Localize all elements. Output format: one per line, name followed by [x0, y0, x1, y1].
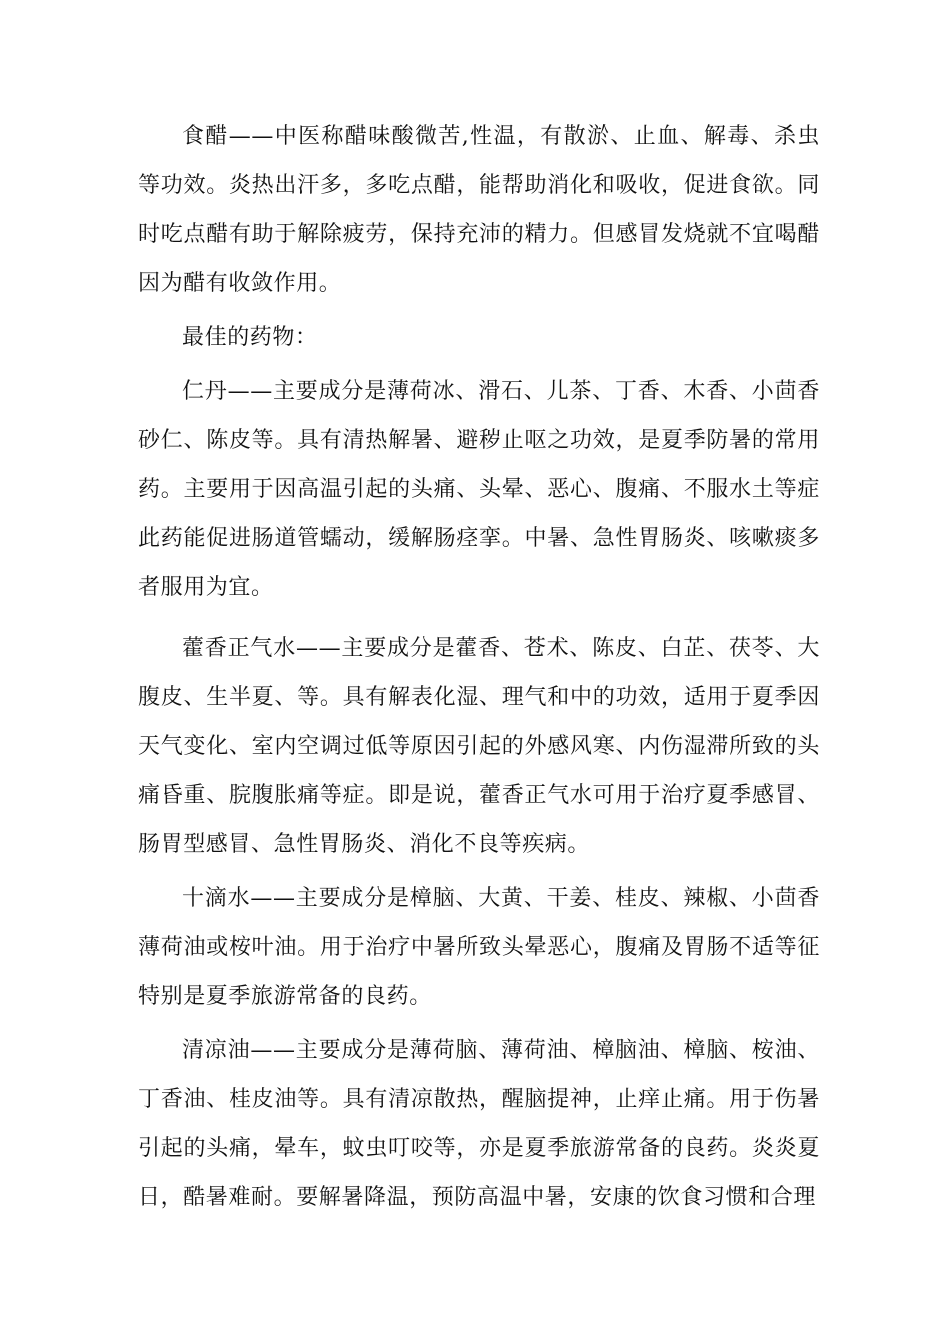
- paragraph-shidishui: 十滴水——主要成分是樟脑、大黄、干姜、桂皮、辣椒、小茴香薄荷油或桉叶油。用于治疗中暑所致头晕恶心，腹痛及胃肠不适等征特别是夏季旅游常备的良药。: [138, 886, 820, 1009]
- document-body: [138, 112, 820, 1222]
- paragraph-vinegar: 食醋——中医称醋味酸微苦,性温，有散淤、止血、解毒、杀虫等功效。炎热出汗多，多吃点醋，能帮助消化和吸收，促进食欲。同时吃点醋有助于解除疲劳，保持充沛的精力。但感冒发烧就不宜喝醋因为醋有收敛作用。: [138, 124, 820, 296]
- paragraph-huoxiang-zhengqi: 藿香正气水——主要成分是藿香、苍术、陈皮、白芷、茯苓、大腹皮、生半夏、等。具有解表化湿、理气和中的功效，适用于夏季因天气变化、室内空调过低等原因引起的外感风寒、内伤湿滞所致的头痛昏重、脘腹胀痛等症。即是说，藿香正气水可用于治疗夏季感冒、肠胃型感冒、急性胃肠炎、消化不良等疾病。: [138, 636, 820, 857]
- paragraph-qingliangyou: 清凉油——主要成分是薄荷脑、薄荷油、樟脑油、樟脑、桉油、丁香油、桂皮油等。具有清凉散热，醒脑提神，止痒止痛。用于伤暑引起的头痛，晕车，蚊虫叮咬等，亦是夏季旅游常备的良药。炎炎夏日，酷暑难耐。要解暑降温，预防高温中暑，安康的饮食习惯和合理: [138, 1038, 820, 1210]
- paragraph-rendan: 仁丹——主要成分是薄荷冰、滑石、儿茶、丁香、木香、小茴香砂仁、陈皮等。具有清热解暑、避秽止呕之功效，是夏季防暑的常用药。主要用于因高温引起的头痛、头晕、恶心、腹痛、不服水土等症此药能促进肠道管蠕动，缓解肠痉挛。中暑、急性胃肠炎、咳嗽痰多者服用为宜。: [138, 379, 820, 600]
- paragraph-best-medicines-heading: 最佳的药物：: [182, 325, 318, 350]
